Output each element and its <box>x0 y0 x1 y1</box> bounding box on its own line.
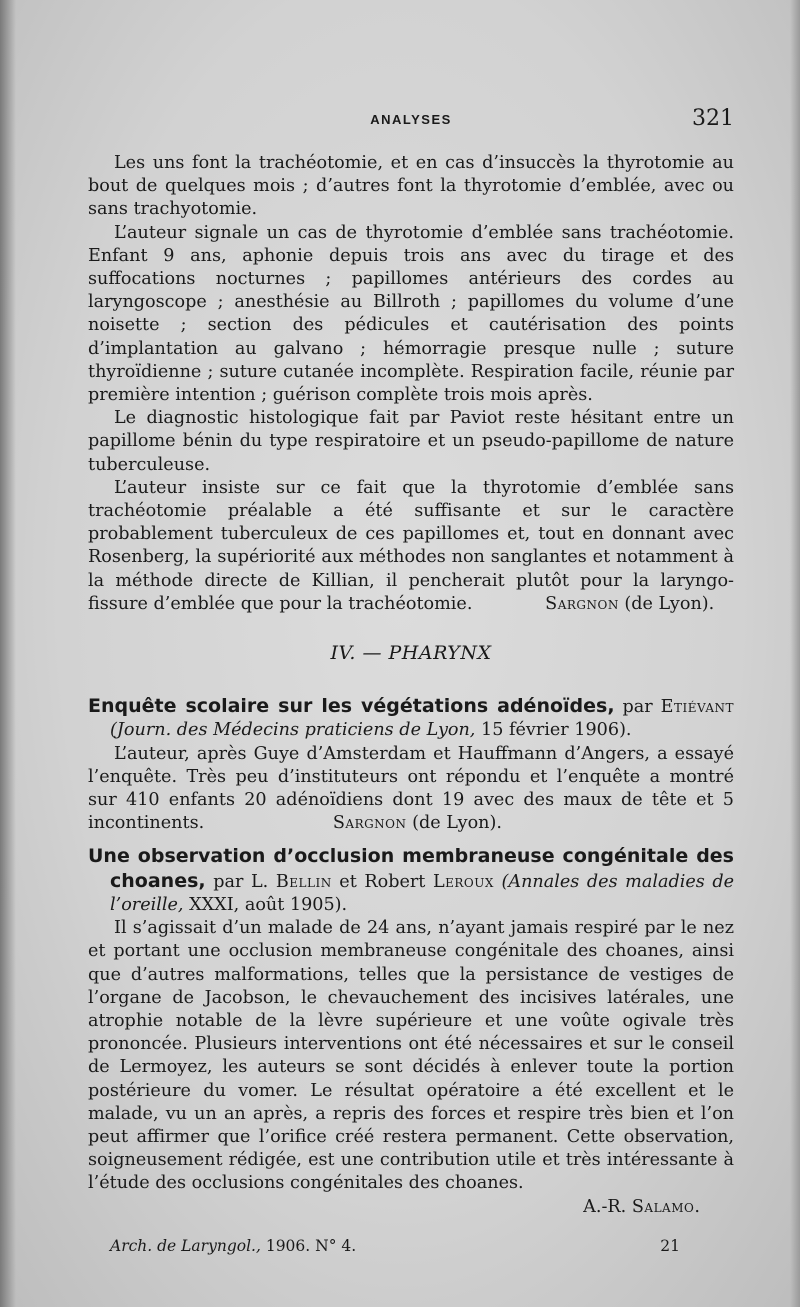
article-author: Bellin <box>275 871 332 892</box>
page-number: 321 <box>692 106 734 131</box>
paragraph: Les uns font la trachéotomie, et en cas d’insuccès la thyrotomie au bout de quelques mois ; d’autres font la thyrotomie d’emblée, avec ou sans trachyotomie. <box>88 153 734 220</box>
footer <box>110 1237 680 1255</box>
article-etievant <box>88 695 734 835</box>
article-and: et Robert <box>339 871 426 892</box>
paragraph <box>88 477 734 616</box>
article-title: Enquête scolaire sur les végétations adénoïdes, <box>88 695 615 718</box>
paragraph-text: L’auteur, après Guye d’Amsterdam et Hauffmann d’Angers, a essayé l’enquête. Très peu d’instituteurs ont répondu et l’enquête a montré sur 410 enfants 20 adénoïdiens dont 19 avec des maux de tête et 5 incontinents. <box>88 743 734 834</box>
signature-name: Sargnon <box>332 813 407 834</box>
paragraph: L’auteur signale un cas de thyrotomie d’emblée sans trachéotomie. Enfant 9 ans, aphonie depuis trois ans avec du tirage et des suffocations nocturnes ; papillomes antérieurs des cordes au laryngoscope ; anesthésie au Billroth ; papillomes du volume d’une noisette ; section des pédicules et cautérisation des points d’implantation au galvano ; hémorragie presque nulle ; suture thyroïdienne ; suture cutanée incomplète. Respiration facile, réunie par première intention ; guérison complète trois mois après. <box>88 222 734 406</box>
signature-name: Sargnon <box>545 593 619 614</box>
article-date: 15 février 1906). <box>481 720 632 741</box>
binding-shadow <box>0 0 16 1307</box>
article-journal: (Annales des maladies de l’oreille, <box>110 871 735 915</box>
running-head <box>88 108 734 134</box>
article-author: Leroux <box>432 871 494 892</box>
article-journal: (Journ. des Médecins praticiens de Lyon, <box>110 720 476 741</box>
edge-shadow <box>790 0 800 1307</box>
article-body: Il s’agissait d’un malade de 24 ans, n’ayant jamais respiré par le nez et portant une occlusion membraneuse congénitale des choanes, ainsi que d’autres malformations, telles que la persistance de vestiges de l’organe de Jacobson, le chevauchement des incisives latérales, une atrophie notable de la lèvre supérieure et une voûte ogivale très prononcée. Plusieurs interventions ont été nécessaires et sur le conseil de Lermoyez, les auteurs se sont décidés à enlever toute la portion postérieure du vomer. Le résultat opératoire a été excellent et le malade, vu un an après, a repris des forces et respire très bien et l’on peut affirmer que l’orifice créé restera permanent. Cette observation, soigneusement rédigée, est une contribution utile et très intéressante à l’étude des occlusions congénitales des choanes. <box>88 918 734 1194</box>
paragraph-text: L’auteur insiste sur ce fait que la thyrotomie d’emblée sans trachéotomie préalable a été suffisante et sur le caractère probablement tuberculeux de ces papillomes et, tout en donnant avec Rosenberg, la supériorité aux méthodes non sanglantes et notamment à la méthode directe de Killian, il pencherait plutôt pour la laryngo-fissure d’emblée que pour la trachéotomie. <box>88 477 734 614</box>
signature-mark: 21 <box>660 1237 680 1255</box>
article-title: Une observation d’occlusion membraneuse congénitale des choanes, <box>88 845 734 892</box>
article-author: Etiévant <box>660 697 735 718</box>
article-header <box>88 695 734 742</box>
article-date: XXXI, août 1905). <box>189 894 348 915</box>
signature <box>88 1196 734 1219</box>
signature-place: (de Lyon). <box>624 593 715 614</box>
article-by: par L. <box>213 871 269 892</box>
spacer <box>88 835 734 845</box>
signature-place: (de Lyon). <box>412 813 502 834</box>
footer-issue: 1906. N° 4. <box>265 1237 357 1255</box>
article-by: par <box>622 697 653 718</box>
running-title: ANALYSES <box>370 112 452 127</box>
paragraph: Le diagnostic histologique fait par Paviot reste hésitant entre un papillome bénin du type respiratoire et un pseudo-papillome de nature tuberculeuse. <box>88 408 734 475</box>
page-body <box>88 152 734 1219</box>
footer-journal: Arch. de Laryngol., <box>110 1237 261 1255</box>
section-heading: IV. — PHARYNX <box>330 642 492 665</box>
signature-name: Salamo. <box>631 1196 701 1217</box>
article-header <box>88 845 734 917</box>
article-body <box>88 743 734 836</box>
article-bellin-leroux <box>88 845 734 1218</box>
signature-initials: A.-R. <box>583 1196 627 1217</box>
